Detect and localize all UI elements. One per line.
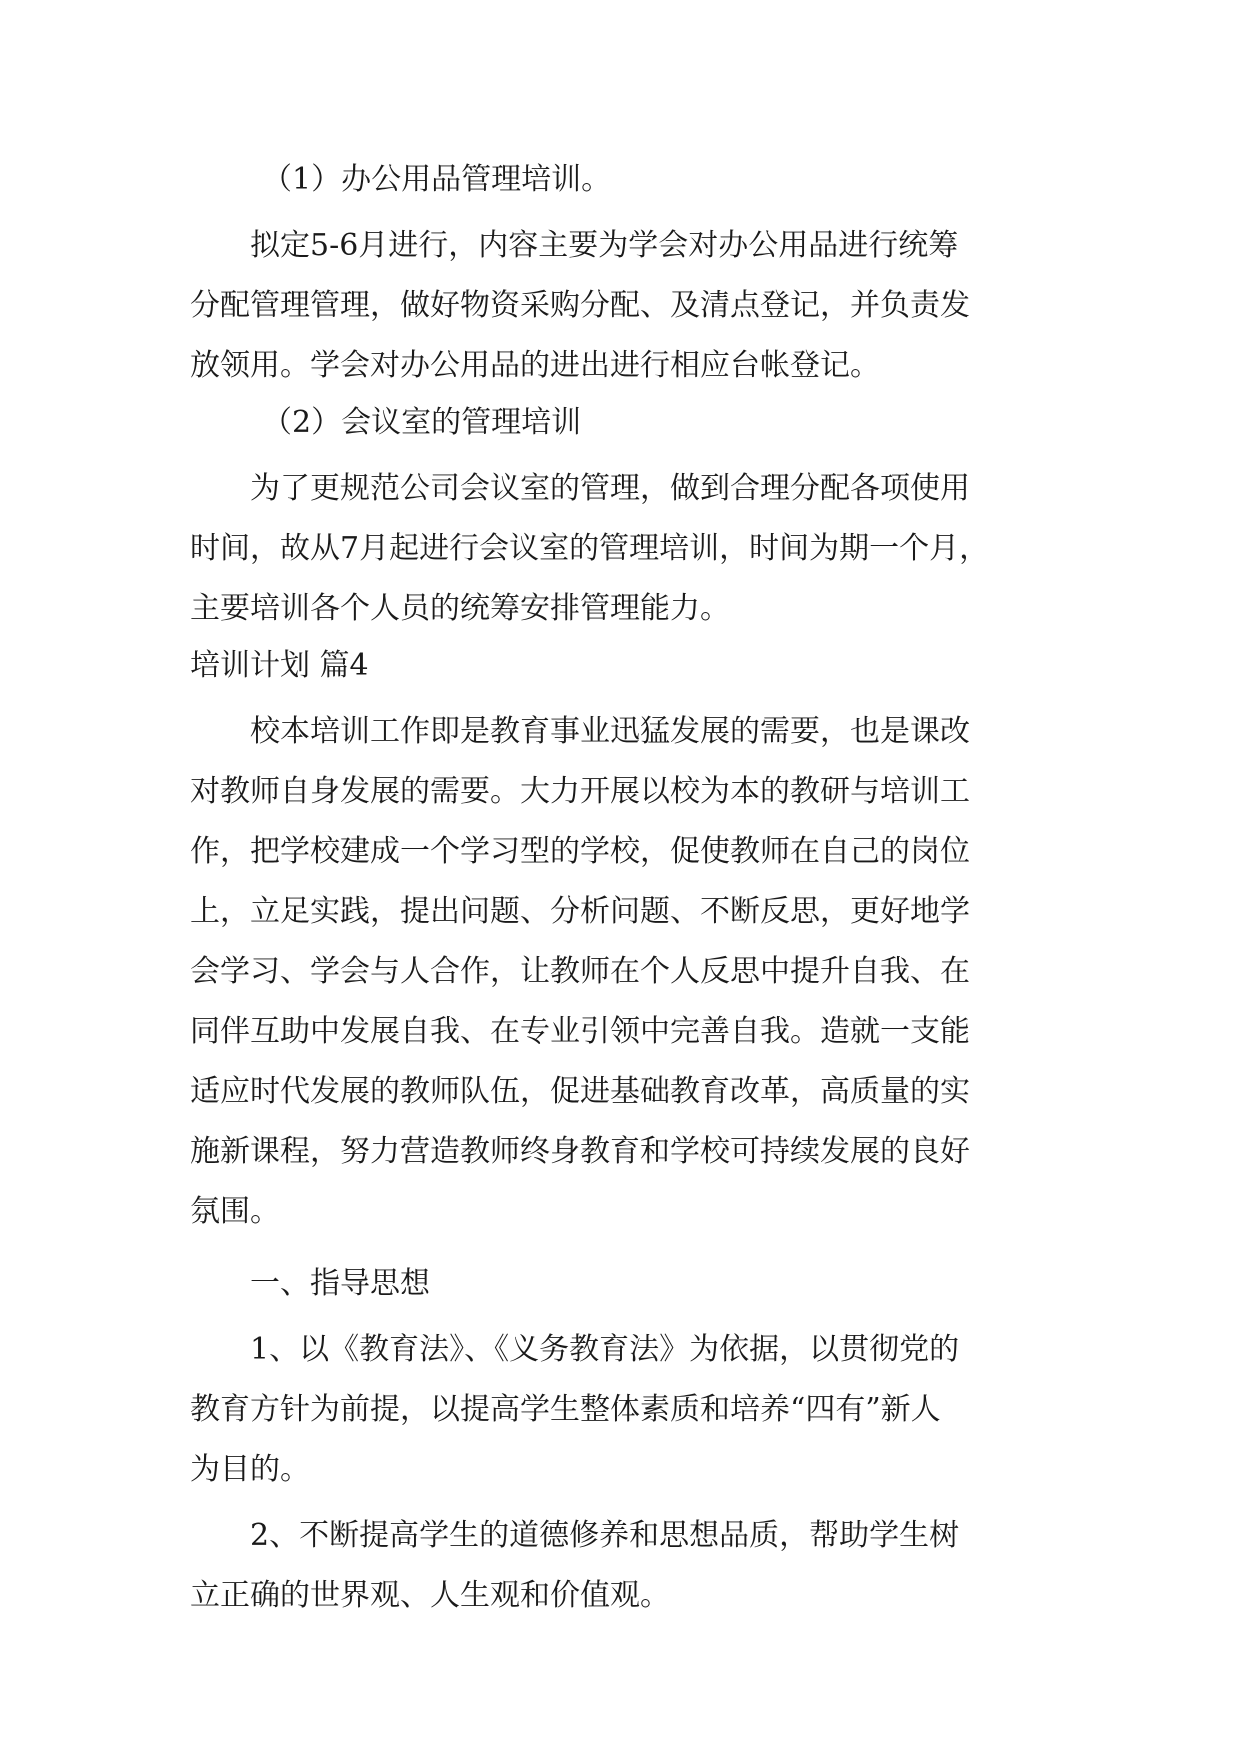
paragraph-line: 1、以《教育法》、《义务教育法》为依据，以贯彻党的	[250, 1332, 960, 1367]
subheading-meeting-room: （2）会议室的管理培训	[262, 405, 582, 440]
paragraph-line: 主要培训各个人员的统筹安排管理能力。	[190, 591, 730, 626]
subheading-guiding-thought: 一、指导思想	[250, 1266, 430, 1301]
paragraph-line: 对教师自身发展的需要。大力开展以校为本的教研与培训工	[190, 774, 970, 809]
paragraph-line: 为目的。	[190, 1452, 310, 1487]
paragraph-line: 会学习、学会与人合作，让教师在个人反思中提升自我、在	[190, 954, 970, 989]
paragraph-line: 校本培训工作即是教育事业迅猛发展的需要，也是课改	[250, 714, 970, 749]
paragraph-line: 适应时代发展的教师队伍，促进基础教育改革，高质量的实	[190, 1074, 970, 1109]
paragraph-line: 施新课程，努力营造教师终身教育和学校可持续发展的良好	[190, 1134, 970, 1169]
paragraph-line: 放领用。学会对办公用品的进出进行相应台帐登记。	[190, 348, 880, 383]
paragraph-line: 作，把学校建成一个学习型的学校，促使教师在自己的岗位	[190, 834, 970, 869]
paragraph-line: 2、不断提高学生的道德修养和思想品质，帮助学生树	[250, 1518, 960, 1553]
paragraph-line: 教育方针为前提，以提高学生整体素质和培养“四有”新人	[190, 1392, 941, 1427]
paragraph-line: 时间，故从7月起进行会议室的管理培训，时间为期一个月，	[190, 531, 990, 566]
subheading-office-supplies: （1）办公用品管理培训。	[262, 162, 612, 197]
paragraph-line: 同伴互助中发展自我、在专业引领中完善自我。造就一支能	[190, 1014, 970, 1049]
paragraph-line: 氛围。	[190, 1194, 280, 1229]
paragraph-line: 拟定5-6月进行，内容主要为学会对办公用品进行统筹	[250, 228, 959, 263]
paragraph-line: 立正确的世界观、人生观和价值观。	[190, 1578, 670, 1613]
paragraph-line: 上，立足实践，提出问题、分析问题、不断反思，更好地学	[190, 894, 970, 929]
paragraph-line: 分配管理管理，做好物资采购分配、及清点登记，并负责发	[190, 288, 970, 323]
paragraph-line: 为了更规范公司会议室的管理，做到合理分配各项使用	[250, 471, 970, 506]
document-body	[190, 150, 1048, 1626]
section-heading: 培训计划 篇4	[190, 648, 369, 683]
